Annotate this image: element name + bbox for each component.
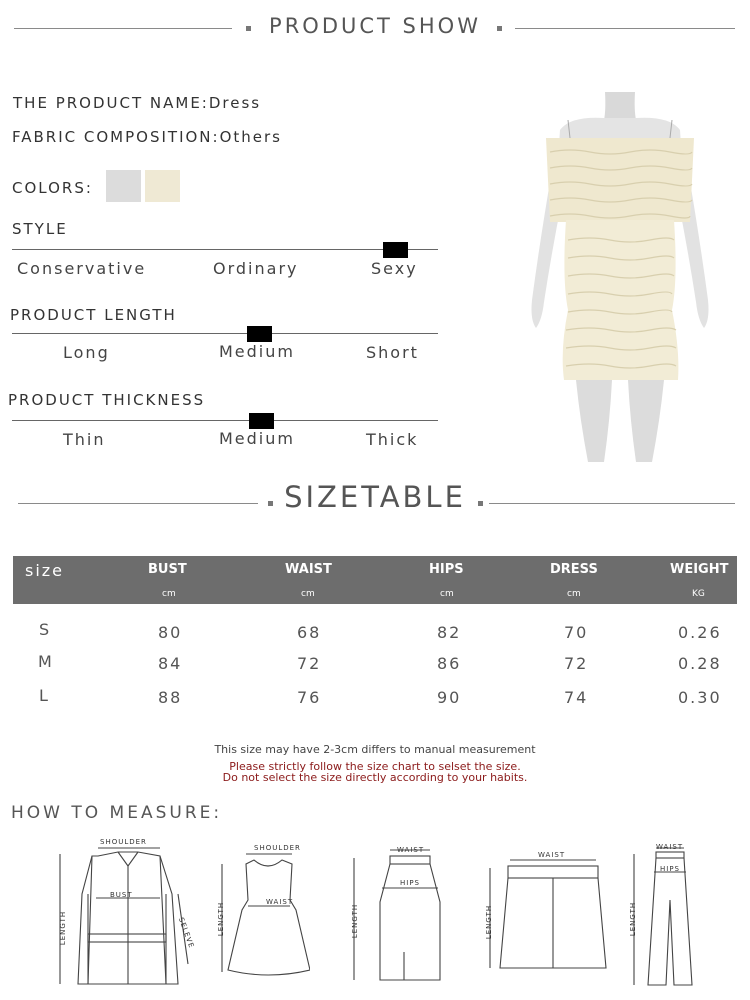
style-track: [12, 249, 438, 250]
page-title: PRODUCT SHOW: [269, 14, 481, 38]
color-swatch-grey[interactable]: [106, 170, 141, 202]
thickness-track: [12, 420, 438, 421]
thickness-option-thick: Thick: [366, 430, 419, 449]
unit-bust: cm: [162, 589, 176, 599]
sizetable-bullet-right: [478, 501, 483, 506]
cell-hips: 82: [437, 623, 462, 642]
size-warning-2: Do not select the size directly according to your habits.: [222, 771, 528, 784]
cell-dress: 74: [564, 688, 589, 707]
jacket-bust-label: BUST: [110, 891, 133, 899]
thickness-title: PRODUCT THICKNESS: [8, 391, 206, 409]
style-option-conservative: Conservative: [17, 259, 147, 278]
header-hips: HIPS: [429, 562, 464, 577]
product-name: THE PRODUCT NAME:Dress: [13, 94, 262, 112]
style-option-sexy: Sexy: [371, 259, 418, 278]
length-track: [12, 333, 438, 334]
jacket-diagram: [48, 834, 198, 994]
shorts-length-label: LENGTH: [485, 904, 494, 940]
length-marker: [247, 326, 272, 342]
unit-dress: cm: [567, 589, 581, 599]
thickness-option-thin: Thin: [63, 430, 106, 449]
skirt-waist-label: WAIST: [397, 846, 425, 854]
measurement-note: This size may have 2-3cm differs to manual measurement: [214, 743, 536, 756]
cell-weight: 0.28: [678, 654, 722, 673]
shorts-waist-label: WAIST: [538, 851, 566, 859]
cell-weight: 0.30: [678, 688, 722, 707]
unit-hips: cm: [440, 589, 454, 599]
cell-waist: 68: [297, 623, 322, 642]
cell-waist: 76: [297, 688, 322, 707]
length-title: PRODUCT LENGTH: [10, 306, 177, 324]
row-size: M: [38, 652, 54, 671]
sizetable-title: SIZETABLE: [284, 480, 466, 514]
dress-length-label: LENGTH: [217, 901, 226, 937]
pants-waist-label: WAIST: [656, 843, 684, 851]
color-swatch-cream[interactable]: [145, 170, 180, 202]
how-to-measure-title: HOW TO MEASURE:: [11, 803, 223, 823]
colors-label: COLORS:: [12, 179, 93, 197]
header-dress: DRESS: [550, 562, 598, 577]
skirt-hips-label: HIPS: [400, 879, 420, 887]
cell-dress: 72: [564, 654, 589, 673]
pants-hips-label: HIPS: [660, 865, 680, 873]
row-size: L: [39, 686, 50, 705]
style-title: STYLE: [12, 220, 68, 238]
header-divider-right: [515, 28, 735, 29]
dress-shoulder-label: SHOULDER: [254, 844, 301, 852]
size-warning-1: Please strictly follow the size chart to selset the size.: [229, 760, 521, 773]
pants-length-label: LENGTH: [629, 901, 638, 937]
header-bust: BUST: [148, 562, 187, 577]
length-option-short: Short: [366, 343, 419, 362]
dress-diagram: [210, 840, 310, 980]
jacket-sleeve-label: SELEVE: [176, 916, 196, 950]
shorts-diagram: [478, 848, 618, 978]
unit-weight: KG: [692, 589, 705, 599]
cell-dress: 70: [564, 623, 589, 642]
skirt-diagram: [340, 842, 450, 982]
header-waist: WAIST: [285, 562, 332, 577]
jacket-length-label: LENGTH: [59, 910, 68, 946]
style-option-ordinary: Ordinary: [213, 259, 299, 278]
header-bullet-right: [497, 26, 502, 31]
jacket-shoulder-label: SHOULDER: [100, 838, 147, 846]
sizetable-divider-right: [489, 503, 735, 504]
cell-bust: 84: [158, 654, 183, 673]
product-photo: [500, 90, 740, 470]
cell-bust: 88: [158, 688, 183, 707]
length-option-medium: Medium: [219, 342, 295, 361]
length-option-long: Long: [63, 343, 110, 362]
unit-waist: cm: [301, 589, 315, 599]
thickness-option-medium: Medium: [219, 429, 295, 448]
header-size: size: [25, 561, 65, 580]
thickness-marker: [249, 413, 274, 429]
cell-hips: 90: [437, 688, 462, 707]
fabric-composition: FABRIC COMPOSITION:Others: [12, 128, 282, 146]
row-size: S: [39, 620, 52, 639]
header-weight: WEIGHT: [670, 562, 729, 577]
size-table-header: [13, 556, 737, 604]
skirt-length-label: LENGTH: [351, 903, 360, 939]
cell-hips: 86: [437, 654, 462, 673]
dress-waist-label: WAIST: [266, 898, 294, 906]
pants-diagram: [622, 840, 722, 990]
style-marker: [383, 242, 408, 258]
cell-bust: 80: [158, 623, 183, 642]
cell-waist: 72: [297, 654, 322, 673]
cell-weight: 0.26: [678, 623, 722, 642]
